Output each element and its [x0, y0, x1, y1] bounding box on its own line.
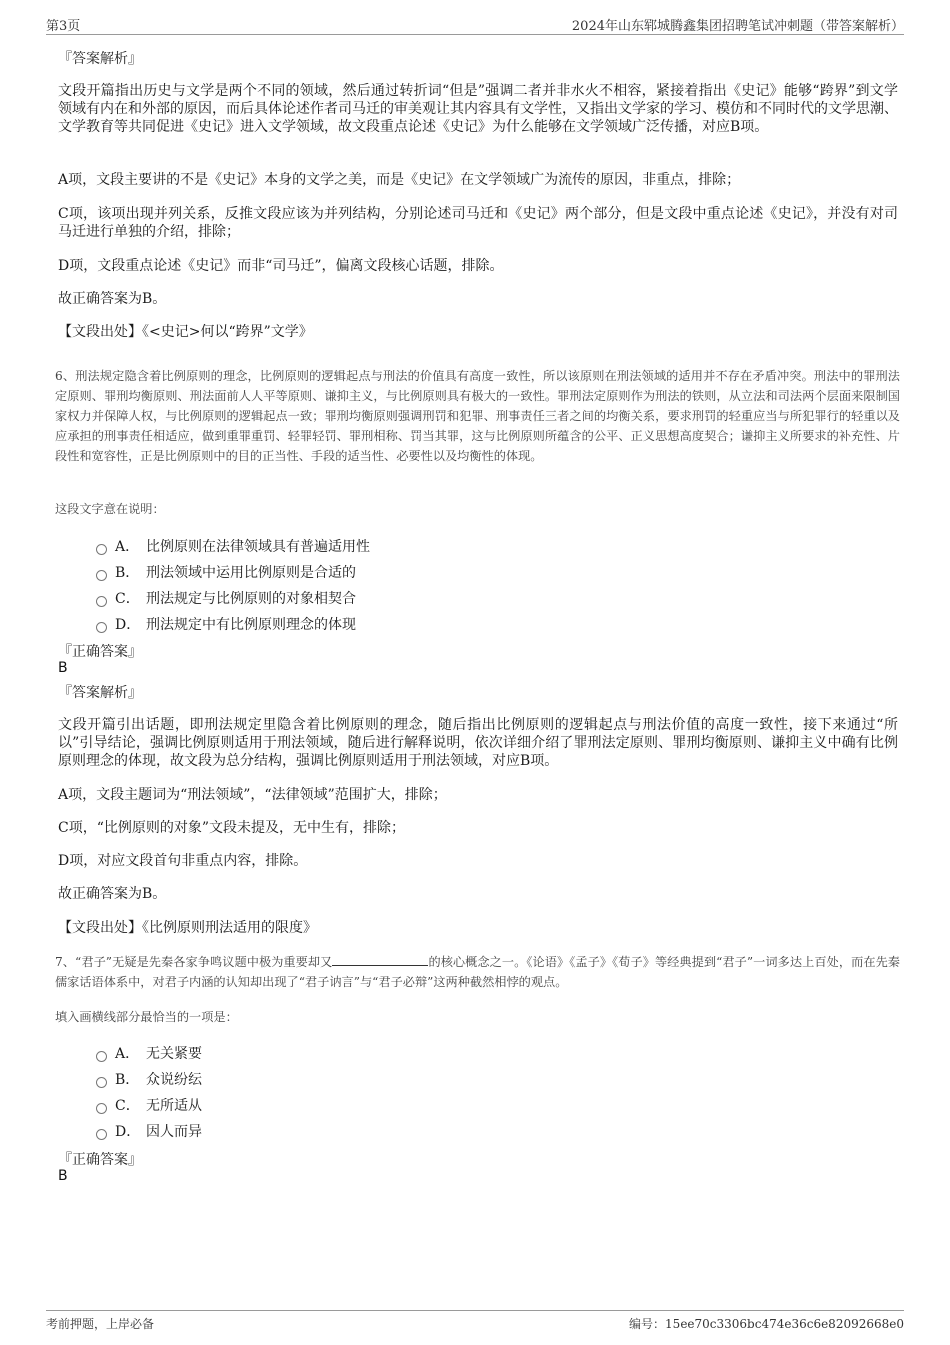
correct-answer-statement: 故正确答案为B。 — [58, 886, 167, 902]
analysis-paragraph: C项，“比例原则的对象”文段未提及，无中生有，排除； — [58, 820, 406, 836]
radio-icon[interactable] — [96, 1051, 107, 1062]
fill-in-blank — [332, 953, 428, 966]
question-6-option-c[interactable]: C． 刑法规定与比例原则的对象相契合 — [96, 588, 356, 608]
correct-answer-value: B — [58, 1168, 68, 1184]
radio-icon[interactable] — [96, 544, 107, 555]
radio-icon[interactable] — [96, 1077, 107, 1088]
document-title: 2024年山东郓城腾鑫集团招聘笔试冲刺题（带答案解析） — [571, 19, 904, 34]
correct-answer-value: B — [58, 660, 68, 676]
page-footer — [46, 1310, 904, 1333]
question-7-option-a[interactable]: A． 无关紧要 — [96, 1043, 202, 1063]
correct-answer-label: 『正确答案』 — [58, 1152, 142, 1168]
radio-icon[interactable] — [96, 622, 107, 633]
question-6-option-d[interactable]: D． 刑法规定中有比例原则理念的体现 — [96, 614, 356, 634]
analysis-paragraph: A项，文段主题词为“刑法领域”，“法律领域”范围扩大，排除； — [58, 787, 447, 803]
analysis-paragraph: D项，文段重点论述《史记》而非“司马迁”，偏离文段核心话题，排除。 — [58, 258, 504, 274]
question-7-option-b[interactable]: B． 众说纷纭 — [96, 1069, 202, 1089]
radio-icon[interactable] — [96, 596, 107, 607]
page-number: 第3页 — [46, 19, 81, 34]
passage-source: 【文段出处】《比例原则刑法适用的限度》 — [58, 920, 317, 936]
analysis-paragraph: D项，对应文段首句非重点内容，排除。 — [58, 853, 308, 869]
question-6-prompt: 这段文字意在说明： — [55, 502, 165, 516]
analysis-paragraph: 文段开篇引出话题，即刑法规定里隐含着比例原则的理念，随后指出比例原则的逻辑起点与刑法价值的高度一致性，接下来通过“所以”引导结论，强调比例原则适用于刑法领域，随后进行解释说明，依次详细介绍了罪刑法定原则、罪刑均衡原则、谦抑主义中确有比例原则理念的体现，故文段为总分结构，强调比例原则适用于刑法领域，对应B项。 — [58, 717, 898, 769]
radio-icon[interactable] — [96, 1103, 107, 1114]
question-7-option-d[interactable]: D． 因人而异 — [96, 1121, 202, 1141]
page-header — [46, 14, 904, 35]
radio-icon[interactable] — [96, 570, 107, 581]
question-6-option-b[interactable]: B． 刑法领域中运用比例原则是合适的 — [96, 562, 356, 582]
question-7-option-c[interactable]: C． 无所适从 — [96, 1095, 202, 1115]
analysis-paragraph: C项，该项出现并列关系，反推文段应该为并列结构，分别论述司马迁和《史记》两个部分，但是文段中重点论述《史记》，并没有对司马迁进行单独的介绍，排除； — [58, 206, 898, 240]
question-6-option-a[interactable]: A． 比例原则在法律领域具有普遍适用性 — [96, 536, 370, 556]
footer-slogan: 考前押题，上岸必备 — [46, 1317, 155, 1331]
analysis-paragraph: 文段开篇指出历史与文学是两个不同的领域，然后通过转折词“但是”强调二者并非水火不相容，紧接着指出《史记》能够“跨界”到文学领域有内在和外部的原因，而后具体论述作者司马迁的审美观让其内容具有文学性，又指出文学家的学习、模仿和不同时代的文学思潮、文学教育等共同促进《史记》进入文学领域，故文段重点论述《史记》为什么能够在文学领域广泛传播，对应B项。 — [58, 83, 898, 135]
document-id: 编号：15ee70c3306bc474e36c6e82092668e0 — [629, 1317, 904, 1331]
question-7-text: 7、“君子”无疑是先秦各家争鸣议题中极为重要却又 的核心概念之一。《论语》《孟子》《荀子》等经典提到“君子”一词多达上百处，而在先秦儒家话语体系中，对君子内涵的认知却出现了“君子讷言”与“君子必辩”这两种截然相悖的观点。 — [55, 955, 900, 989]
analysis-label: 『答案解析』 — [58, 685, 142, 701]
question-7-prompt: 填入画横线部分最恰当的一项是： — [55, 1010, 238, 1024]
correct-answer-label: 『正确答案』 — [58, 644, 142, 660]
passage-source: 【文段出处】《<史记>何以“跨界”文学》 — [58, 324, 313, 340]
analysis-label: 『答案解析』 — [58, 51, 142, 67]
question-6-text: 6、刑法规定隐含着比例原则的理念，比例原则的逻辑起点与刑法的价值具有高度一致性，所以该原则在刑法领域的适用并不存在矛盾冲突。刑法中的罪刑法定原则、罪刑均衡原则、刑法面前人人平等原则、谦抑主义，与比例原则具有极大的一致性。罪刑法定原则作为刑法的铁则，从立法和司法两个层面来限制国家权力并保障人权，与比例原则的逻辑起点一致；罪刑均衡原则强调刑罚和犯罪、刑事责任三者之间的均衡关系，要求刑罚的轻重应当与所犯罪行的轻重以及应承担的刑事责任相适应，做到重罪重罚、轻罪轻罚、罪刑相称、罚当其罪，这与比例原则所蕴含的公平、正义思想高度契合；谦抑主义所要求的补充性、片段性和宽容性，正是比例原则中的目的正当性、手段的适当性、必要性以及均衡性的体现。 — [55, 369, 900, 463]
analysis-paragraph: A项，文段主要讲的不是《史记》本身的文学之美，而是《史记》在文学领域广为流传的原因，非重点，排除； — [58, 172, 741, 188]
radio-icon[interactable] — [96, 1129, 107, 1140]
correct-answer-statement: 故正确答案为B。 — [58, 291, 167, 307]
